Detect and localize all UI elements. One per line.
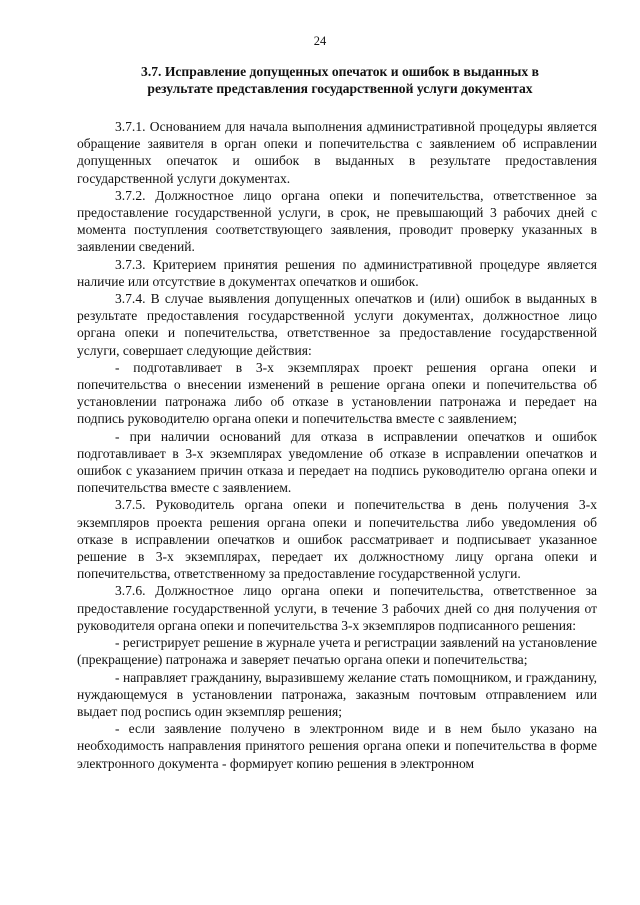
section-heading: 3.7. Исправление допущенных опечаток и ошибок в выданных в результате представления государственной услуги документах <box>141 64 539 96</box>
paragraph-3-7-1: 3.7.1. Основанием для начала выполнения административной процедуры является обращение заявителя в орган опеки и попечительства с заявлением об исправлении допущенных опечаток и ошибок в выданных в результате предоставления государственной услуги документах. <box>77 119 597 186</box>
paragraph-3-7-6: 3.7.6. Должностное лицо органа опеки и попечительства, ответственное за предоставление государственной услуги, в течение 3 рабочих дней со дня получения от руководителя органа опеки и попечительства 3-х экземпляров подписанного решения: <box>77 583 597 633</box>
list-item: - подготавливает в 3-х экземплярах проект решения органа опеки и попечительства о внесении изменений в решение органа опеки и попечительства об установлении патронажа либо об отказе в установлении патронажа и передает на подпись руководителю органа опеки и попечительства вместе с заявлением; <box>77 359 597 427</box>
paragraph-3-7-2: 3.7.2. Должностное лицо органа опеки и попечительства, ответственное за предоставление государственной услуги, в срок, не превышающий 3 рабочих дней с момента поступления соответствующего заявления, проводит проверку указанных в заявлении сведений. <box>77 187 597 255</box>
list-item: - направляет гражданину, выразившему желание стать помощником, и гражданину, нуждающемуся в установлении патронажа, заказным почтовым отправлением или выдает под роспись один экземпляр решения; <box>77 669 597 719</box>
list-item: - при наличии оснований для отказа в исправлении опечатков и ошибок подготавливает в 3-х экземплярах уведомление об отказе в исправлении опечатков и ошибок с указанием причин отказа и передает на подпись руководителю органа опеки и попечительства вместе с заявлением. <box>77 428 597 496</box>
paragraph-3-7-5: 3.7.5. Руководитель органа опеки и попечительства в день получения 3-х экземпляров проекта решения органа опеки и попечительства либо уведомления об отказе в исправлении опечатков и ошибок рассматривает и подписывает указанное решение в 3-х экземплярах, передает их должностному лицу органа опеки и попечительства, ответственному за предоставление государственной услуги. <box>77 497 597 582</box>
paragraph-3-7-4: 3.7.4. В случае выявления допущенных опечатков и (или) ошибок в выданных в результате предоставления государственной услуги документах, должностное лицо органа опеки и попечительства, ответственное за предоставление государственной услуги, совершает следующие действия: <box>77 291 597 358</box>
list-item: - регистрирует решение в журнале учета и регистрации заявлений на установление (прекращение) патронажа и заверяет печатью органа опеки и попечительства; <box>77 635 597 668</box>
page-number: 24 <box>313 34 327 48</box>
paragraph-3-7-3: 3.7.3. Критерием принятия решения по административной процедуре является наличие или отсутствие в документах опечатков и ошибок. <box>77 256 597 289</box>
document-body <box>77 118 597 772</box>
list-item: - если заявление получено в электронном виде и в нем было указано на необходимость направления принятого решения органа опеки и попечительства в форме электронного документа - формирует копию решения в электронном <box>77 721 597 771</box>
